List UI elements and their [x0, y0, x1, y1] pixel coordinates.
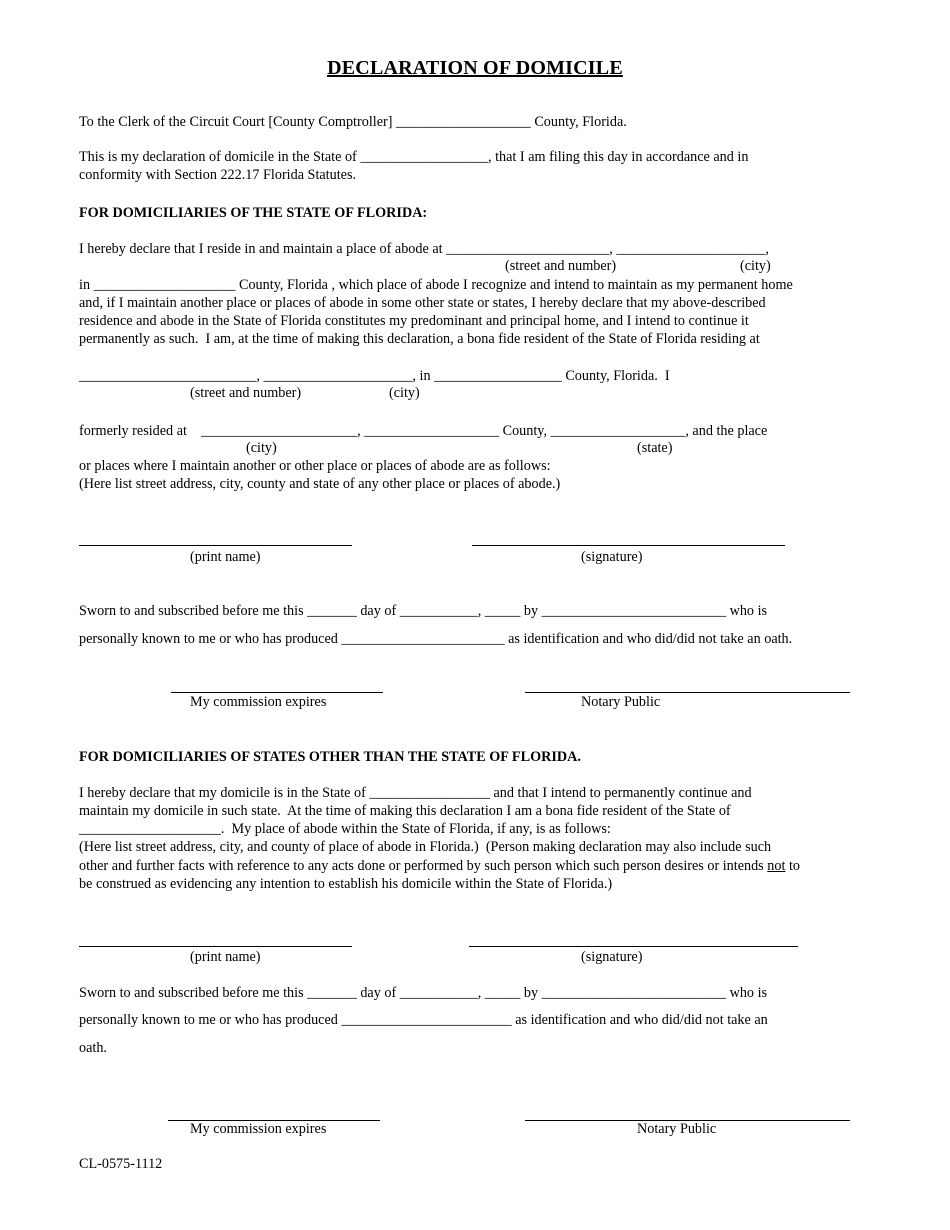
- emphasis-not: not: [767, 858, 786, 874]
- caption-print-name: (print name): [190, 549, 261, 565]
- intro-clerk-line: To the Clerk of the Circuit Court [County Comptroller] ___________________ County, Florida.: [79, 114, 627, 130]
- caption-signature: (signature): [581, 949, 643, 965]
- other-instruction-line: be construed as evidencing any intention to establish his domicile within the State of Florida.): [79, 876, 613, 892]
- florida-county-line: in ____________________ County, Florida , which place of abode I recognize and intend to maintain as my permanent home: [79, 277, 793, 293]
- other-instruction-line: (Here list street address, city, and county of place of abode in Florida.) (Person making declaration may also include such: [79, 839, 772, 855]
- caption-notary-public: Notary Public: [637, 1121, 717, 1137]
- caption-print-name: (print name): [190, 949, 261, 965]
- florida-body-line: residence and abode in the State of Florida constitutes my predominant and principal home, and I intend to continue it: [79, 313, 749, 329]
- florida-section-heading: FOR DOMICILIARIES OF THE STATE OF FLORIDA:: [79, 205, 428, 221]
- notary-public-line[interactable]: [525, 692, 850, 693]
- other-domicile-line: I hereby declare that my domicile is in the State of _________________ and that I intend to permanently continue and: [79, 785, 752, 801]
- other-body-line: maintain my domicile in such state. At the time of making this declaration I am a bona fide resident of the State of: [79, 803, 731, 819]
- sworn-identification-line: personally known to me or who has produced _______________________ as identification and who did/did not take an oath.: [79, 631, 793, 647]
- form-code: CL-0575-1112: [79, 1156, 163, 1172]
- page-title: DECLARATION OF DOMICILE: [327, 57, 623, 79]
- other-states-section-heading: FOR DOMICILIARIES OF STATES OTHER THAN THE STATE OF FLORIDA.: [79, 749, 581, 765]
- other-florida-abode-line: ____________________. My place of abode within the State of Florida, if any, is as follows:: [79, 821, 611, 837]
- florida-other-abode-line: or places where I maintain another or other place or places of abode are as follows:: [79, 458, 551, 474]
- florida-body-line: permanently as such. I am, at the time of making this declaration, a bona fide resident of the State of Florida residing at: [79, 331, 760, 347]
- signature-line[interactable]: [469, 946, 798, 947]
- caption-commission-expires: My commission expires: [190, 1121, 327, 1137]
- caption-street-number: (street and number): [190, 385, 302, 401]
- caption-signature: (signature): [581, 549, 643, 565]
- sworn-oath-line: oath.: [79, 1040, 107, 1056]
- florida-abode-line: I hereby declare that I reside in and maintain a place of abode at _______________________, _____________________,: [79, 241, 769, 257]
- caption-city: (city): [740, 258, 771, 274]
- caption-notary-public: Notary Public: [581, 694, 661, 710]
- florida-body-line: and, if I maintain another place or places of abode in some other state or states, I hereby declare that my above-described: [79, 295, 766, 311]
- florida-list-instruction: (Here list street address, city, county and state of any other place or places of abode.): [79, 476, 561, 492]
- sworn-identification-line: personally known to me or who has produced ________________________ as identification and who did/did not take an: [79, 1012, 768, 1028]
- intro-declaration-line: This is my declaration of domicile in the State of __________________, that I am filing this day in accordance and in: [79, 149, 749, 165]
- florida-formerly-line: formerly resided at ______________________, ___________________ County, ___________________, and the place: [79, 423, 768, 439]
- caption-state: (state): [637, 440, 673, 456]
- sworn-line: Sworn to and subscribed before me this _______ day of ___________, _____ by __________________________ who is: [79, 603, 768, 619]
- other-instruction-line: other and further facts with reference to any acts done or performed by such person which such person desires or intends not to: [79, 858, 800, 874]
- intro-conformity-line: conformity with Section 222.17 Florida Statutes.: [79, 167, 357, 183]
- signature-line[interactable]: [472, 545, 785, 546]
- print-name-line[interactable]: [79, 545, 352, 546]
- print-name-line[interactable]: [79, 946, 352, 947]
- caption-city: (city): [246, 440, 277, 456]
- florida-residing-line: _________________________, _____________________, in __________________ County, Florida. I: [79, 368, 670, 384]
- caption-street-number: (street and number): [505, 258, 617, 274]
- caption-commission-expires: My commission expires: [190, 694, 327, 710]
- sworn-line: Sworn to and subscribed before me this _______ day of ___________, _____ by __________________________ who is: [79, 985, 768, 1001]
- caption-city: (city): [389, 385, 420, 401]
